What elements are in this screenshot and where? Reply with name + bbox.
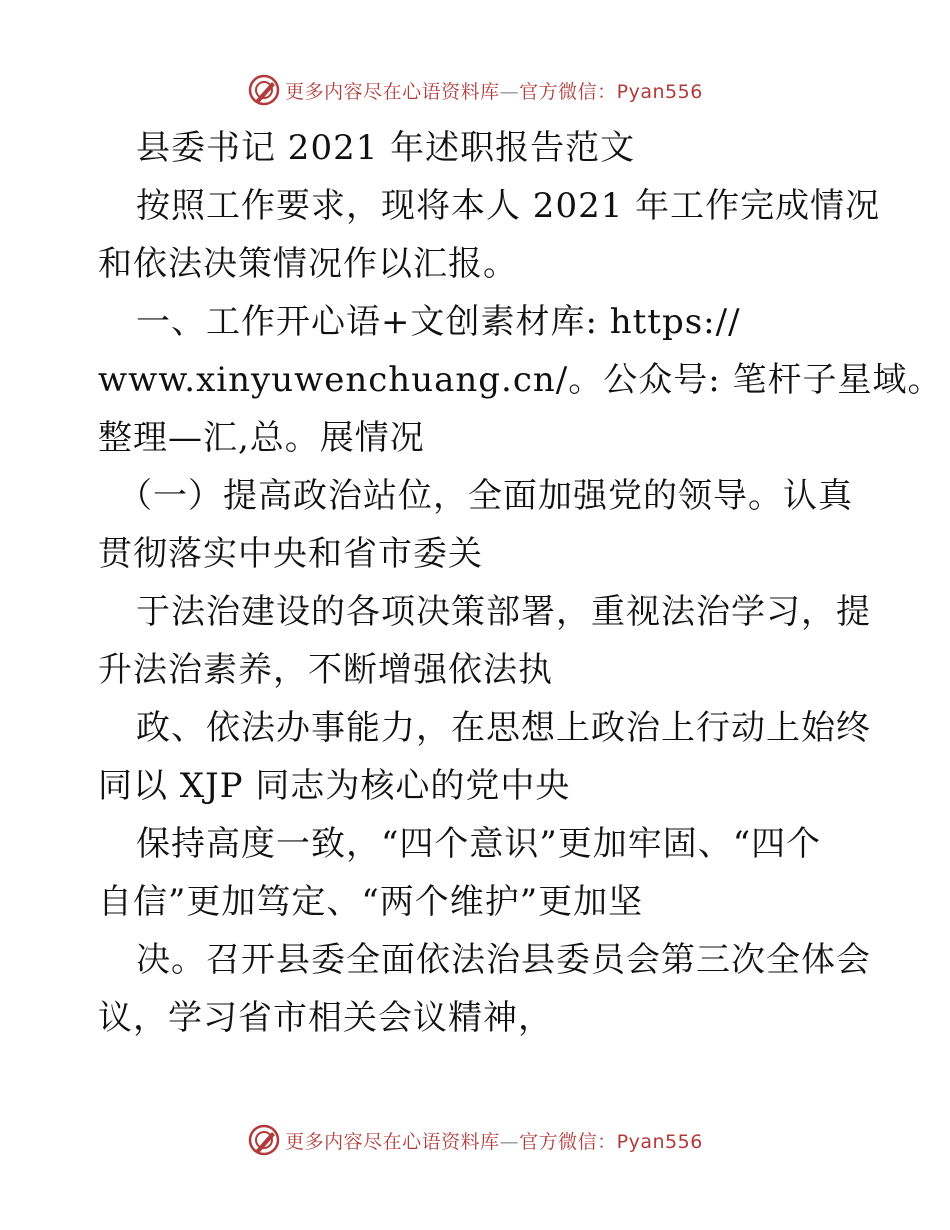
- footer-watermark: [0, 1120, 950, 1160]
- paragraph-line: 政、依法办事能力，在思想上政治上行动上始终: [136, 708, 871, 748]
- paragraph-line: www.xinyuwenchuang.cn/。公众号: 笔杆子星域。: [98, 360, 943, 400]
- section-heading-line: 一、工作开心语+文创素材库: https://: [136, 302, 741, 342]
- subsection-heading-line: （一）提高政治站位，全面加强党的领导。认真: [118, 476, 853, 516]
- paragraph-line: 决。召开县委全面依法治县委员会第三次全体会: [136, 940, 871, 980]
- paragraph-line: 议，学习省市相关会议精神，: [98, 998, 553, 1038]
- watermark-wechat: 官方微信：Pyan556: [519, 80, 703, 103]
- pen-logo-icon: [247, 1123, 281, 1157]
- document-title: 县委书记 2021 年述职报告范文: [136, 128, 636, 168]
- watermark-separator: —: [499, 80, 520, 103]
- paragraph-line: 同以 XJP 同志为核心的党中央: [98, 766, 571, 806]
- watermark-wechat: 官方微信：Pyan556: [519, 1130, 703, 1153]
- paragraph-line: 于法治建设的各项决策部署，重视法治学习，提: [136, 592, 871, 632]
- paragraph-line: 贯彻落实中央和省市委关: [98, 534, 483, 574]
- watermark-separator: —: [499, 1130, 520, 1153]
- watermark-text: 更多内容尽在心语资料库: [285, 80, 500, 103]
- paragraph-line: 按照工作要求，现将本人 2021 年工作完成情况: [136, 186, 881, 226]
- watermark-text: 更多内容尽在心语资料库: [285, 1130, 500, 1153]
- paragraph-line: 升法治素养，不断增强依法执: [98, 650, 553, 690]
- paragraph-line: 整理—汇,总。展情况: [98, 418, 425, 458]
- paragraph-line: 和依法决策情况作以汇报。: [98, 244, 518, 284]
- paragraph-line: 保持高度一致，“四个意识”更加牢固、“四个: [136, 824, 822, 864]
- paragraph-line: 自信”更加笃定、“两个维护”更加坚: [98, 882, 644, 922]
